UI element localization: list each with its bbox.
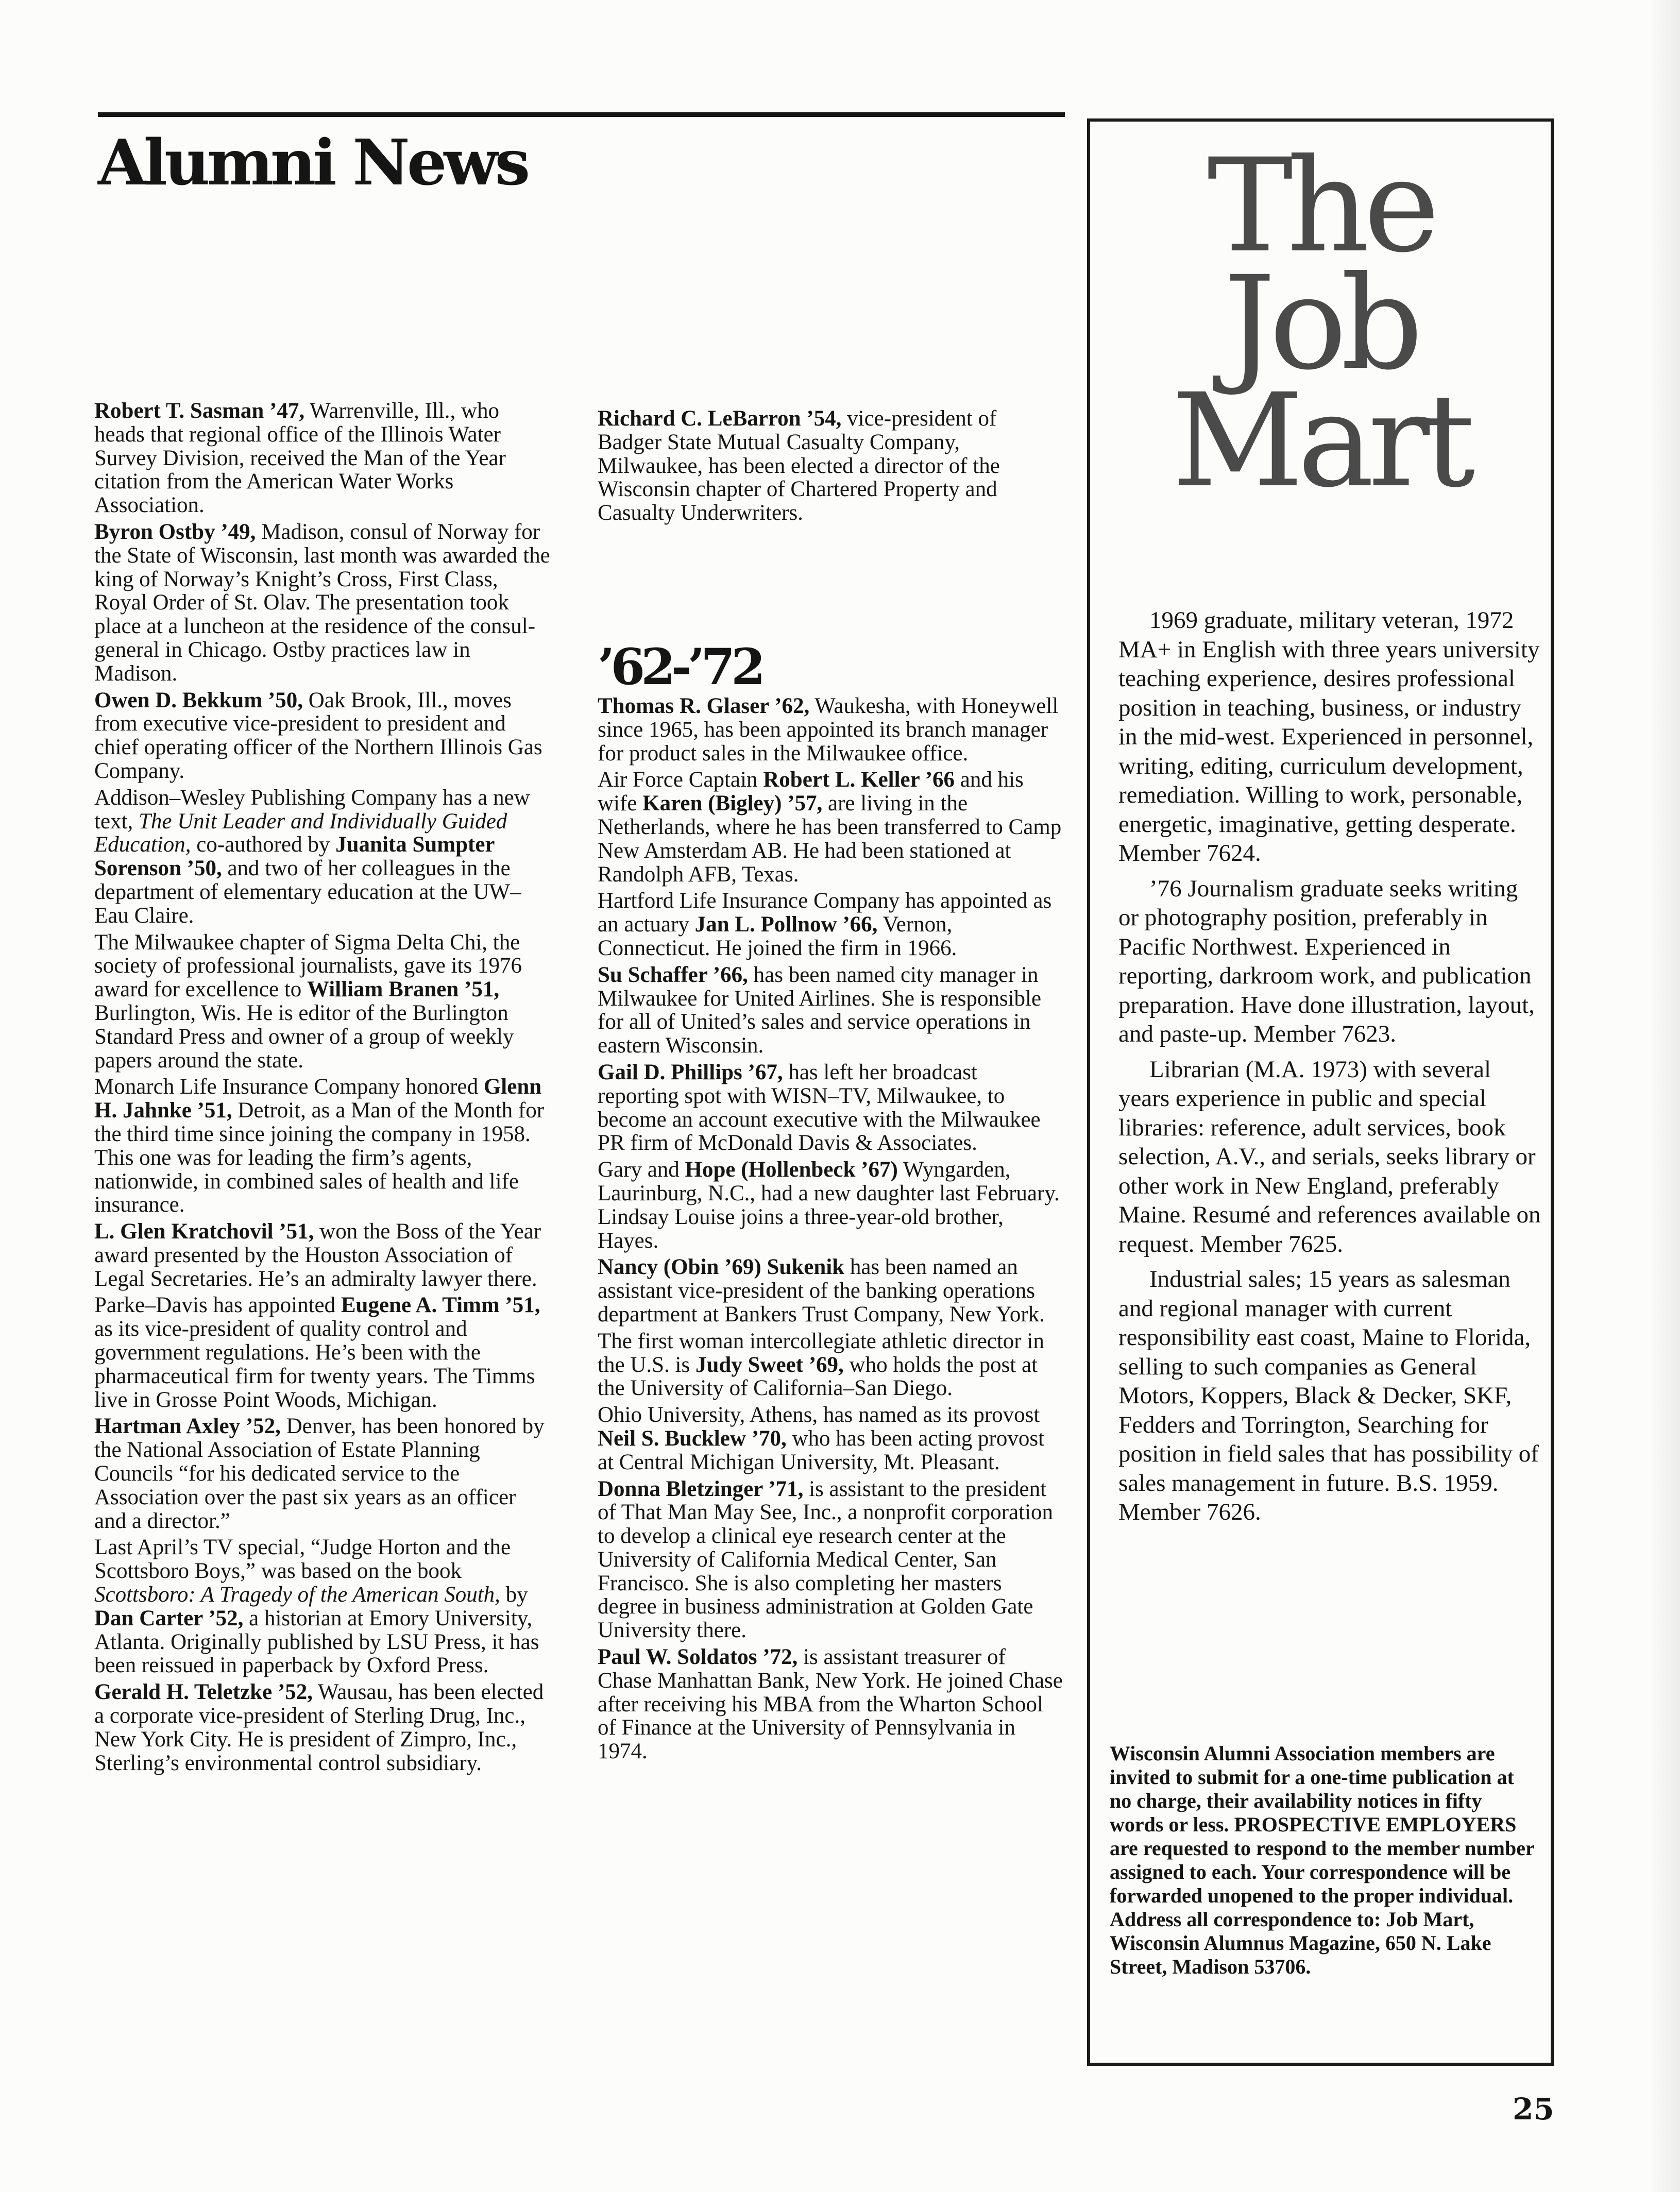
job-mart-title-line: Job: [1224, 248, 1417, 398]
news-item: [598, 768, 1064, 886]
item-text: Air Force Captain: [598, 768, 763, 792]
alumnus-name: Donna Bletzinger ’71,: [598, 1476, 804, 1501]
item-text: won the Boss of the Year award presented by the Houston Association of Legal Secretaries. He’s an admiralty lawyer there.: [94, 1219, 541, 1291]
alumnus-name: Robert L. Keller ’66: [763, 768, 955, 792]
item-text: Monarch Life Insurance Company honored: [94, 1075, 484, 1099]
column-2-top: [598, 407, 1064, 528]
item-text: Wausau, has been elected a corporate vice-president of Sterling Drug, Inc., New York City. He is president of Zimpro, Inc., Sterling’s environmental control subsidiary.: [94, 1680, 544, 1775]
job-mart-listings: [1118, 606, 1541, 1533]
item-text: co-authored by: [191, 832, 336, 857]
alumnus-name: Nancy (Obin ’69) Sukenik: [598, 1255, 845, 1280]
item-text: Hartford Life Insurance Company has appointed as an actuary: [598, 889, 1052, 937]
item-text: and his wife: [598, 768, 1024, 816]
alumnus-name: Owen D. Bekkum ’50,: [94, 688, 303, 712]
page-title: Alumni News: [98, 125, 528, 199]
alumnus-name: Neil S. Bucklew ’70,: [598, 1426, 787, 1451]
job-listing: Librarian (M.A. 1973) with several years experience in public and special libraries: reference, adult services, book selection, A.V., and serials, seeks library or other work in New England, preferably Maine. Resumé and references available on request. Member 7625.: [1118, 1056, 1541, 1258]
item-text: Waukesha, with Honeywell since 1965, has been appointed its branch manager for product sales in the Milwaukee office.: [598, 694, 1059, 766]
news-item: [598, 1645, 1064, 1763]
alumnus-name: Richard C. LeBarron ’54,: [598, 406, 842, 431]
alumnus-name: L. Glen Kratchovil ’51,: [94, 1219, 314, 1244]
news-item: [598, 1061, 1064, 1155]
news-item: [94, 399, 553, 517]
page-edge-shading: [1649, 0, 1680, 2192]
news-item: [94, 1415, 553, 1533]
alumnus-name: Dan Carter ’52,: [94, 1606, 244, 1630]
news-item: [94, 1220, 553, 1290]
item-text: Detroit, as a Man of the Month for the third time since joining the company in 1958. This one was for leading the firm’s agents, nationwide, in combined sales of health and life insurance.: [94, 1098, 545, 1217]
item-text: Last April’s TV special, “Judge Horton and the Scottsboro Boys,” was based on the book: [94, 1535, 511, 1584]
news-item: [598, 889, 1064, 960]
job-listing: Industrial sales; 15 years as salesman and regional manager with current responsibility east coast, Maine to Florida, selling to such companies as General Motors, Koppers, Black & Decker, SKF, Fedders and Torrington, Searching for position in field sales that has possibility of sales management in future. B.S. 1959. Member 7626.: [1118, 1266, 1539, 1525]
item-text: Addison–Wesley Publishing Company has a new text,: [94, 785, 530, 834]
news-item: [598, 1255, 1064, 1326]
alumnus-name: Juanita Sumpter Sorenson ’50,: [94, 832, 495, 881]
item-text: Warrenville, Ill., who heads that regional office of the Illinois Water Survey Division, received the Man of the Year citation from the American Water Works Association.: [94, 399, 506, 518]
alumnus-name: Judy Sweet ’69,: [695, 1352, 844, 1377]
job-mart-title: [1090, 131, 1551, 516]
item-text: who holds the post at the University of California–San Diego.: [598, 1352, 1038, 1401]
alumnus-name: Eugene A. Timm ’51,: [341, 1293, 540, 1318]
item-text: by: [500, 1583, 528, 1607]
item-text: Madison, consul of Norway for the State of Wisconsin, last month was awarded the king of Norway’s Knight’s Cross, First Class, Royal Order of St. Olav. The presentation took place at a luncheon at the residence of the consul-general in Chicago. Ostby practices law in Madison.: [94, 519, 550, 686]
news-item: [598, 1403, 1064, 1474]
item-text: Burlington, Wis. He is editor of the Burlington Standard Press and owner of a group of weekly papers around the state.: [94, 1000, 514, 1073]
alumnus-name: Su Schaffer ’66,: [598, 962, 748, 987]
alumnus-name: Glenn H. Jahnke ’51,: [94, 1075, 542, 1123]
job-mart-box: [1087, 118, 1554, 2066]
page-number: 25: [1513, 2092, 1554, 2127]
item-text: The first woman intercollegiate athletic director in the U.S. is: [598, 1329, 1044, 1377]
news-item: [94, 1294, 553, 1412]
news-item: [94, 1075, 553, 1217]
item-text: Ohio University, Athens, has named as its provost: [598, 1403, 1040, 1428]
news-item: [94, 786, 553, 928]
alumnus-name: Gail D. Phillips ’67,: [598, 1060, 783, 1084]
item-text: vice-president of Badger State Mutual Casualty Company, Milwaukee, has been elected a director of the Wisconsin chapter of Chartered Property and Casualty Underwriters.: [598, 406, 1000, 525]
book-title: The Unit Leader and Individually Guided Education,: [94, 809, 507, 857]
item-text: The Milwaukee chapter of Sigma Delta Chi, the society of professional journalists, gave its 1976 award for excellence to: [94, 930, 522, 1002]
news-item: [94, 520, 553, 686]
alumnus-name: Robert T. Sasman ’47,: [94, 399, 305, 423]
news-item: [94, 1536, 553, 1677]
news-item: [94, 1680, 553, 1775]
job-mart-title-line: Mart: [1172, 366, 1469, 516]
column-2: [598, 694, 1064, 1766]
item-text: Oak Brook, Ill., moves from executive vice-president to president and chief operating officer of the Northern Illinois Gas Company.: [94, 688, 542, 783]
news-item: [598, 694, 1064, 765]
alumnus-name: Gerald H. Teletzke ’52,: [94, 1680, 313, 1705]
alumnus-name: Karen (Bigley) ’57,: [642, 791, 823, 816]
job-mart-title-line: The: [1207, 131, 1434, 281]
item-text: Denver, has been honored by the National Association of Estate Planning Councils “for his dedicated service to the Association over the past six years as an officer and a director.”: [94, 1414, 545, 1533]
item-text: are living in the Netherlands, where he has been transferred to Camp New Amsterdam AB. He had been stationed at Randolph AFB, Texas.: [598, 791, 1062, 887]
alumnus-name: William Branen ’51,: [307, 977, 500, 1002]
item-text: Wyngarden, Laurinburg, N.C., had a new daughter last February. Lindsay Louise joins a three-year-old brother, Hayes.: [598, 1158, 1060, 1253]
item-text: Parke–Davis has appointed: [94, 1293, 341, 1318]
alumnus-name: Byron Ostby ’49,: [94, 519, 256, 544]
alumnus-name: Thomas R. Glaser ’62,: [598, 694, 810, 718]
item-text: Vernon, Connecticut. He joined the firm in 1966.: [598, 912, 957, 960]
item-text: has left her broadcast reporting spot with WISN–TV, Milwaukee, to become an account executive with the Milwaukee PR firm of McDonald Davis & Associates.: [598, 1060, 1041, 1156]
alumnus-name: Hartman Axley ’52,: [94, 1414, 281, 1439]
item-text: a historian at Emory University, Atlanta. Originally published by LSU Press, it has been reissued in paperback by Oxford Press.: [94, 1606, 539, 1678]
column-1: [94, 399, 553, 1778]
item-text: has been named an assistant vice-president of the banking operations department at Bankers Trust Company, New York.: [598, 1255, 1045, 1327]
item-text: is assistant to the president of That Man May See, Inc., a nonprofit corporation to develop a clinical eye research center at the University of California Medical Center, San Francisco. She is also completing her masters degree in business administration at Golden Gate University there.: [598, 1476, 1054, 1643]
news-item: [598, 1477, 1064, 1643]
news-item: [598, 963, 1064, 1058]
news-item: [598, 1158, 1064, 1252]
alumnus-name: Paul W. Soldatos ’72,: [598, 1645, 798, 1670]
item-text: Gary and: [598, 1158, 685, 1182]
item-text: is assistant treasurer of Chase Manhattan Bank, New York. He joined Chase after receiving his MBA from the Wharton School of Finance at the University of Pennsylvania in 1974.: [598, 1645, 1063, 1764]
item-text: as its vice-president of quality control and government regulations. He’s been with the pharmaceutical firm for twenty years. The Timms live in Grosse Point Woods, Michigan.: [94, 1317, 535, 1412]
job-listing: ’76 Journalism graduate seeks writing or photography position, preferably in Pacific Northwest. Experienced in reporting, darkroom work, and publication preparation. Have done illustration, layout, and paste-up. Member 7623.: [1118, 875, 1535, 1047]
item-text: and two of her colleagues in the department of elementary education at the UW–Eau Claire.: [94, 856, 521, 928]
item-text: who has been acting provost at Central Michigan University, Mt. Pleasant.: [598, 1426, 1045, 1474]
alumnus-name: Hope (Hollenbeck ’67): [685, 1158, 898, 1182]
item-text: has been named city manager in Milwaukee for United Airlines. She is responsible for all of United’s sales and service operations in eastern Wisconsin.: [598, 962, 1042, 1058]
section-label: ’62-’72: [598, 638, 761, 696]
job-listing: 1969 graduate, military veteran, 1972 MA+ in English with three years university teaching experience, desires professional position in teaching, business, or industry in the mid-west. Experienced in personnel, writing, editing, curriculum development, remediation. Willing to work, personable, energetic, imaginative, getting desperate. Member 7624.: [1118, 607, 1540, 866]
news-item: [94, 689, 553, 783]
news-item: [94, 931, 553, 1073]
book-title: Scottsboro: A Tragedy of the American South,: [94, 1583, 500, 1607]
job-mart-notice: Wisconsin Alumni Association members are invited to submit for a one-time publication at no charge, their availability notices in fifty words or less. PROSPECTIVE EMPLOYERS are requested to respond to the member number assigned to each. Your correspondence will be forwarded unopened to the proper individual. Address all correspondence to: Job Mart, Wisconsin Alumnus Magazine, 650 N. Lake Street, Madison 53706.: [1110, 1742, 1535, 1978]
news-item: [598, 1330, 1064, 1400]
header-rule: [98, 112, 1065, 117]
news-item: [598, 407, 1064, 525]
alumnus-name: Jan L. Pollnow ’66,: [694, 912, 878, 937]
